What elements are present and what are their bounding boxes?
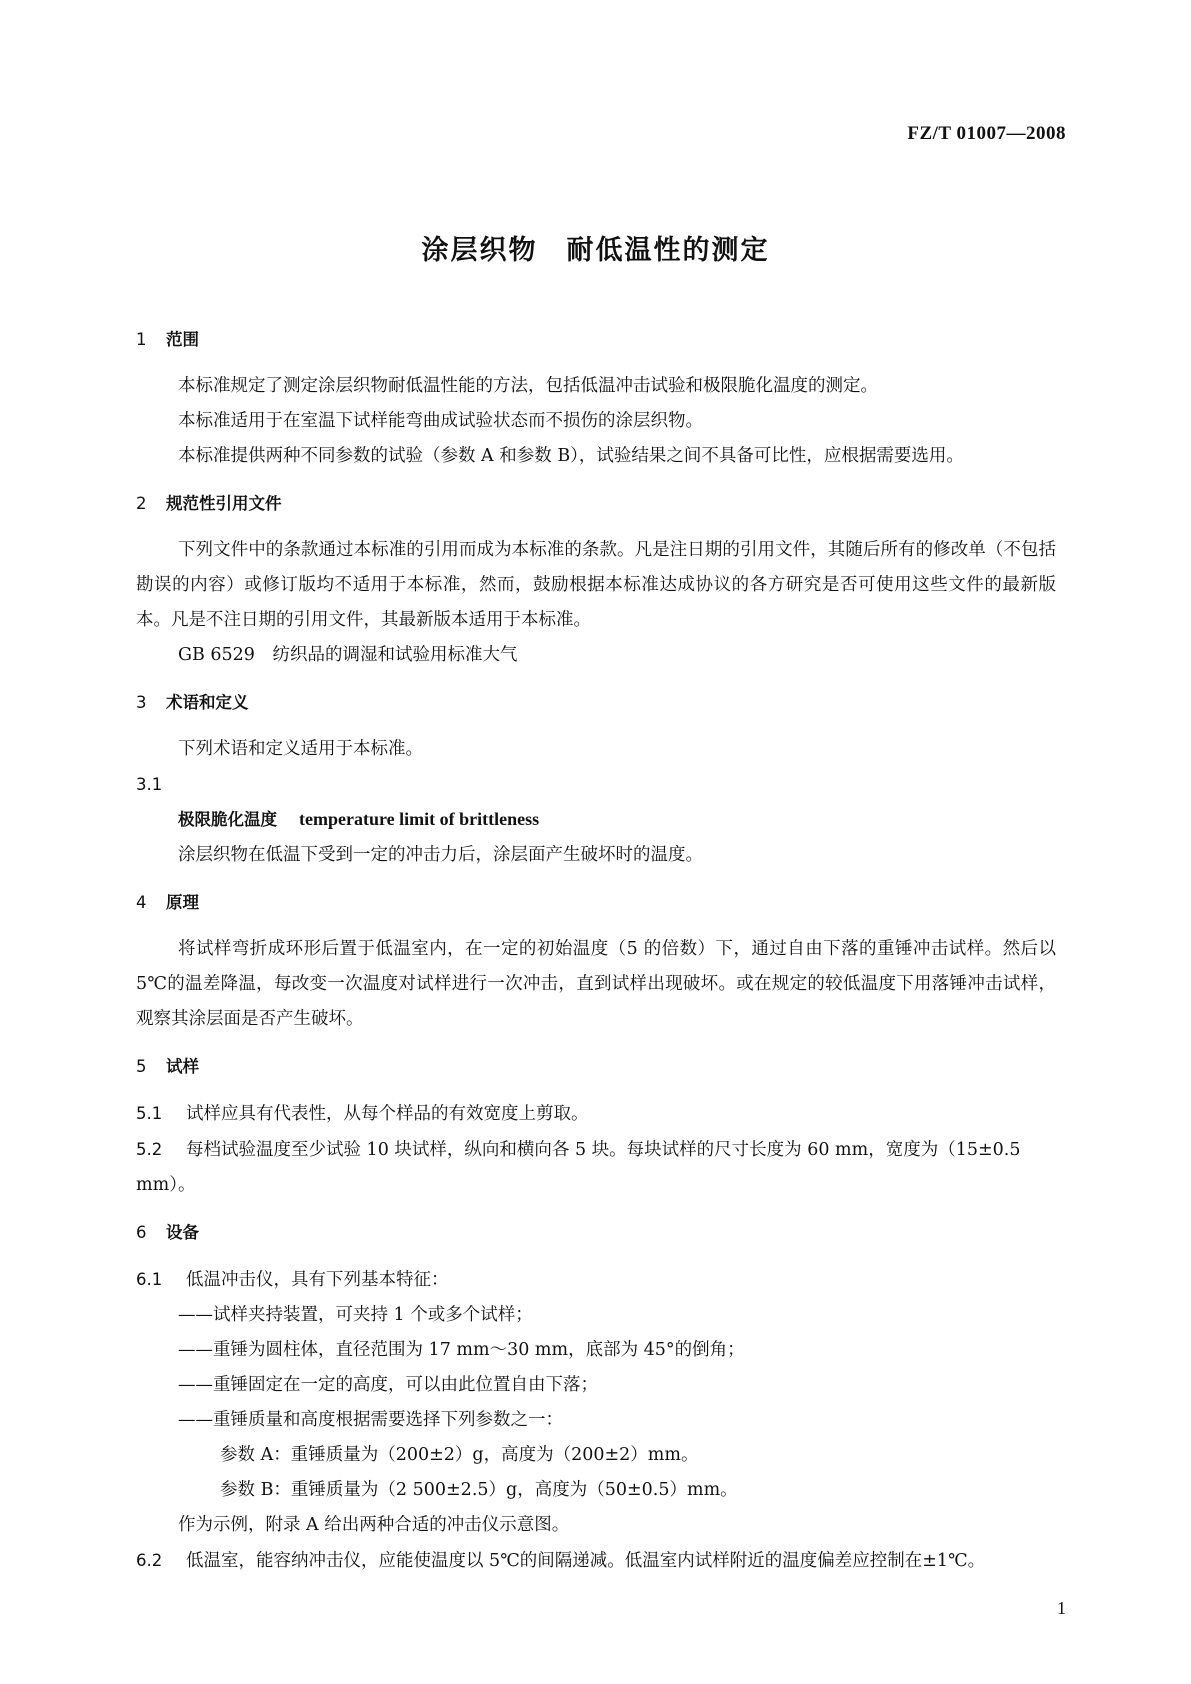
feature-item-1: ——试样夹持装置，可夹持 1 个或多个试样； bbox=[178, 1305, 533, 1325]
term-entry bbox=[136, 802, 1056, 838]
page-number: 1 bbox=[1057, 1598, 1066, 1618]
section-2-heading: 2 规范性引用文件 bbox=[136, 494, 282, 513]
section-6-heading: 6 设备 bbox=[136, 1223, 199, 1242]
feature-item-4: ——重锤质量和高度根据需要选择下列参数之一： bbox=[178, 1410, 563, 1430]
term-chinese: 极限脆化温度 bbox=[178, 810, 277, 829]
feature-item-2: ——重锤为圆柱体，直径范围为 17 mm～30 mm，底部为 45°的倒角； bbox=[178, 1340, 745, 1360]
subclause-3-1-number: 3.1 bbox=[136, 775, 163, 794]
standard-code: FZ/T 01007—2008 bbox=[907, 123, 1066, 144]
term-definition: 涂层织物在低温下受到一定的冲击力后，涂层面产生破坏时的温度。 bbox=[178, 845, 703, 865]
section-3-heading: 3 术语和定义 bbox=[136, 693, 249, 712]
parameter-a: 参数 A：重锤质量为（200±2）g，高度为（200±2）mm。 bbox=[220, 1445, 699, 1465]
term-english: temperature limit of brittleness bbox=[299, 809, 540, 829]
clause-6-1: 6.1 低温冲击仪，具有下列基本特征： bbox=[136, 1270, 449, 1290]
clause-5-2: 5.2 每档试验温度至少试验 10 块试样，纵向和横向各 5 块。每块试样的尺寸长度为 60 mm，宽度为（15±0.5 mm）。 bbox=[136, 1140, 1021, 1195]
section-4-heading: 4 原理 bbox=[136, 893, 199, 912]
annex-note: 作为示例，附录 A 给出两种合适的冲击仪示意图。 bbox=[178, 1515, 570, 1535]
document-title: 涂层织物 耐低温性的测定 bbox=[421, 235, 770, 266]
section-3-para-1: 下列术语和定义适用于本标准。 bbox=[178, 739, 423, 759]
clause-6-2: 6.2 低温室，能容纳冲击仪，应能使温度以 5℃的间隔递减。低温室内试样附近的温度偏差应控制在±1℃。 bbox=[136, 1551, 986, 1571]
document-body bbox=[136, 322, 1056, 1579]
section-1-para-3: 本标准提供两种不同参数的试验（参数 A 和参数 B），试验结果之间不具备可比性，应根据需要选用。 bbox=[178, 446, 964, 466]
section-1-para-1: 本标准规定了测定涂层织物耐低温性能的方法，包括低温冲击试验和极限脆化温度的测定。 bbox=[178, 376, 878, 396]
section-4-para-1: 将试样弯折成环形后置于低温室内，在一定的初始温度（5 的倍数）下，通过自由下落的重锤冲击试样。然后以 5℃的温差降温，每改变一次温度对试样进行一次冲击，直到试样出现破坏。或在规定的较低温度下用落锤冲击试样，观察其涂层面是否产生破坏。 bbox=[136, 939, 1056, 1029]
clause-5-1: 5.1 试样应具有代表性，从每个样品的有效宽度上剪取。 bbox=[136, 1104, 589, 1124]
section-5-heading: 5 试样 bbox=[136, 1057, 199, 1076]
parameter-b: 参数 B：重锤质量为（2 500±2.5）g，高度为（50±0.5）mm。 bbox=[220, 1480, 738, 1500]
section-1-para-2: 本标准适用于在室温下试样能弯曲成试验状态而不损伤的涂层织物。 bbox=[178, 411, 703, 431]
section-2-para-1: 下列文件中的条款通过本标准的引用而成为本标准的条款。凡是注日期的引用文件，其随后所有的修改单（不包括勘误的内容）或修订版均不适用于本标准，然而，鼓励根据本标准达成协议的各方研究是否可使用这些文件的最新版本。凡是不注日期的引用文件，其最新版本适用于本标准。 bbox=[136, 540, 1056, 630]
feature-item-3: ——重锤固定在一定的高度，可以由此位置自由下落； bbox=[178, 1375, 598, 1395]
normative-reference: GB 6529 纺织品的调湿和试验用标准大气 bbox=[178, 645, 518, 665]
section-1-heading: 1 范围 bbox=[136, 330, 199, 349]
